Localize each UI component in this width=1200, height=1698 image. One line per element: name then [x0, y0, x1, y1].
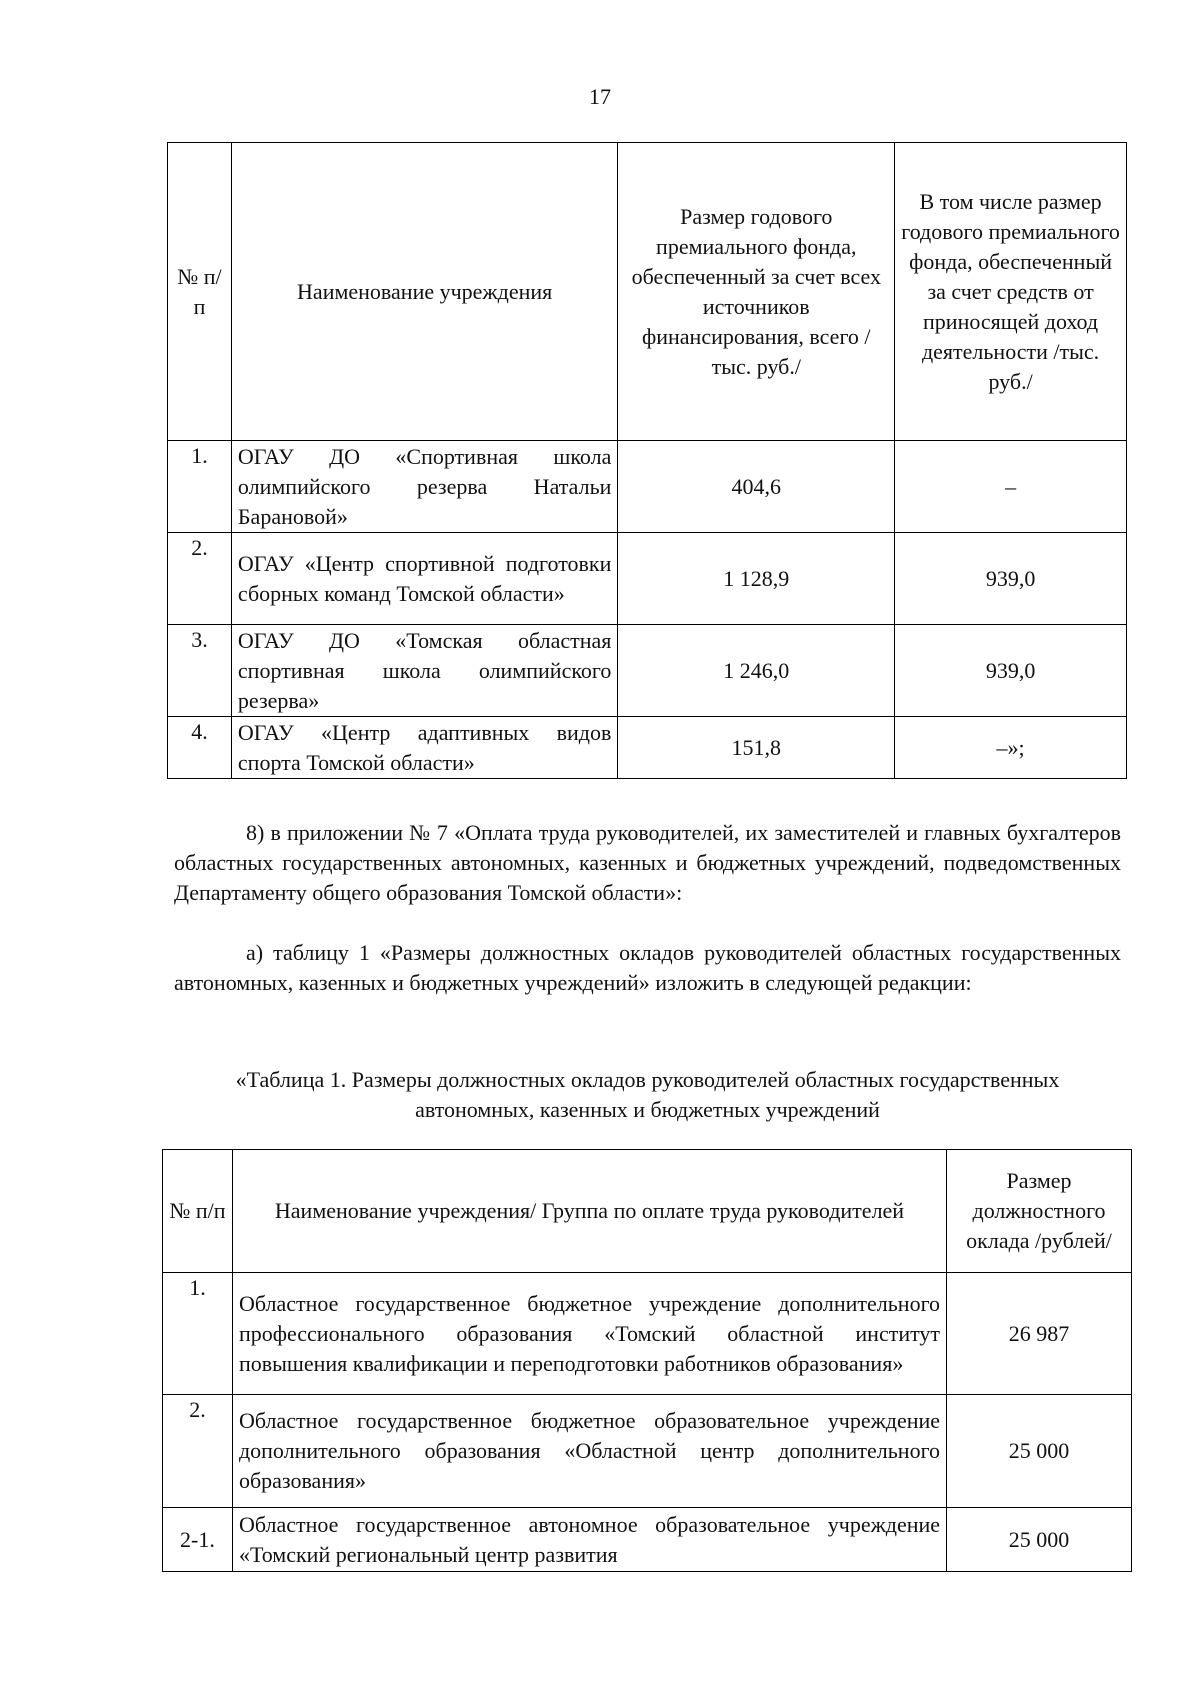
row-name: ОГАУ «Центр адаптивных видов спорта Томской области»	[231, 717, 617, 779]
row-total: 151,8	[618, 717, 895, 779]
row-num: 1.	[168, 441, 232, 533]
header-income: В том числе размер годового премиального фонда, обеспеченный за счет средств от приносящей доход деятельности /тыс. руб./	[895, 143, 1127, 441]
table-row	[163, 1273, 1132, 1395]
row-salary: 26 987	[947, 1273, 1132, 1395]
header-name: Наименование учреждения/ Группа по оплате труда руководителей	[232, 1150, 946, 1273]
paragraph-item-8: 8) в приложении № 7 «Оплата труда руководителей, их заместителей и главных бухгалтеров областных государственных автономных, казенных и бюджетных учреждений, подведомственных Департаменту общего образования Томской области»:	[174, 820, 1121, 905]
header-total: Размер годового премиального фонда, обеспеченный за счет всех источников финансирования, всего /тыс. руб./	[618, 143, 895, 441]
row-name: ОГАУ ДО «Томская областная спортивная школа олимпийского резерва»	[231, 625, 617, 717]
row-income: 939,0	[895, 625, 1127, 717]
row-total: 1 128,9	[618, 533, 895, 625]
row-total: 404,6	[618, 441, 895, 533]
table-row	[168, 533, 1127, 625]
header-num: № п/п	[163, 1150, 233, 1273]
premium-fund-table	[167, 142, 1127, 779]
table-row	[163, 1508, 1132, 1572]
table-row	[168, 441, 1127, 533]
row-income: –	[895, 441, 1127, 533]
row-num: 1.	[163, 1273, 233, 1395]
table-header-row	[168, 143, 1127, 441]
table-row	[163, 1395, 1132, 1508]
row-num: 2-1.	[163, 1508, 233, 1572]
row-num: 2.	[163, 1395, 233, 1508]
row-name: ОГАУ «Центр спортивной подготовки сборных команд Томской области»	[231, 533, 617, 625]
row-income: –»;	[895, 717, 1127, 779]
table-row	[168, 717, 1127, 779]
header-name: Наименование учреждения	[231, 143, 617, 441]
header-salary: Размер должностного оклада /рублей/	[947, 1150, 1132, 1273]
row-name: ОГАУ ДО «Спортивная школа олимпийского резерва Натальи Барановой»	[231, 441, 617, 533]
row-num: 4.	[168, 717, 232, 779]
row-total: 1 246,0	[618, 625, 895, 717]
page-number: 17	[589, 84, 611, 109]
salary-table	[162, 1149, 1132, 1572]
table-header-row	[163, 1150, 1132, 1273]
row-salary: 25 000	[947, 1395, 1132, 1508]
row-income: 939,0	[895, 533, 1127, 625]
row-name: Областное государственное автономное образовательное учреждение «Томский региональный центр развития	[232, 1508, 946, 1572]
paragraph-item-a: а) таблицу 1 «Размеры должностных окладов руководителей областных государственных автономных, казенных и бюджетных учреждений» изложить в следующей редакции:	[174, 940, 1121, 995]
row-name: Областное государственное бюджетное образовательное учреждение дополнительного образования «Областной центр дополнительного образования»	[232, 1395, 946, 1508]
row-num: 2.	[168, 533, 232, 625]
row-salary: 25 000	[947, 1508, 1132, 1572]
header-num: № п/п	[168, 143, 232, 441]
table-row	[168, 625, 1127, 717]
table2-caption: «Таблица 1. Размеры должностных окладов руководителей областных государственных автономных, казенных и бюджетных учреждений	[235, 1067, 1060, 1122]
row-num: 3.	[168, 625, 232, 717]
row-name: Областное государственное бюджетное учреждение дополнительного профессионального образования «Томский областной институт повышения квалификации и переподготовки работников образования»	[232, 1273, 946, 1395]
